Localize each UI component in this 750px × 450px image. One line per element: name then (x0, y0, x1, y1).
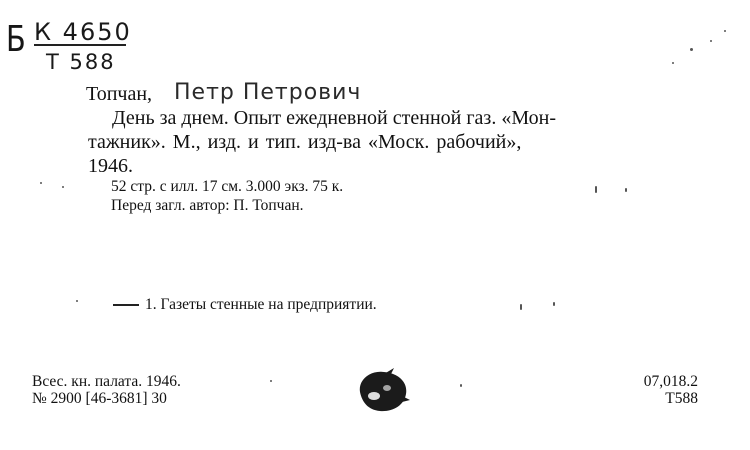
speck (724, 30, 726, 32)
speck (76, 300, 78, 302)
footer-publisher-line: Всес. кн. палата. 1946. (32, 373, 181, 390)
speck (460, 384, 462, 387)
author-surname: Топчан, (86, 83, 153, 105)
subject-text: 1. Газеты стенные на предприятии. (145, 296, 377, 313)
shelfmark-letter: Б (6, 19, 26, 60)
title-line-1: День за днем. Опыт ежедневной стенной газ. «Мон- (112, 107, 556, 129)
speck (520, 304, 522, 310)
title-line-2: тажник». М., изд. и тип. изд-ва «Моск. рабочий», (88, 131, 522, 153)
speck (62, 186, 64, 188)
author-handwritten-name: Петр Петрович (174, 80, 362, 105)
speck (710, 40, 712, 42)
shelfmark-divider (34, 44, 126, 46)
subject-heading (113, 296, 377, 314)
speck (270, 380, 272, 382)
dash-mark (113, 304, 139, 306)
shelfmark-top: К 4650 (34, 18, 132, 46)
speck (690, 48, 693, 51)
speck (40, 182, 42, 184)
footer-call-number: Т588 (665, 390, 698, 407)
speck (672, 62, 674, 64)
footer-number-line: № 2900 [46-3681] 30 (32, 390, 167, 407)
speck (595, 186, 597, 193)
collation-line: 52 стр. с илл. 17 см. 3.000 экз. 75 к. (111, 178, 344, 195)
footer-classification: 07,018.2 (643, 373, 698, 390)
ink-stamp-icon (354, 366, 412, 416)
speck (625, 188, 627, 192)
author-note-line: Перед загл. автор: П. Топчан. (111, 197, 304, 214)
title-line-3: 1946. (88, 155, 133, 177)
speck (553, 302, 555, 306)
shelfmark-bottom: Т 588 (46, 50, 116, 74)
